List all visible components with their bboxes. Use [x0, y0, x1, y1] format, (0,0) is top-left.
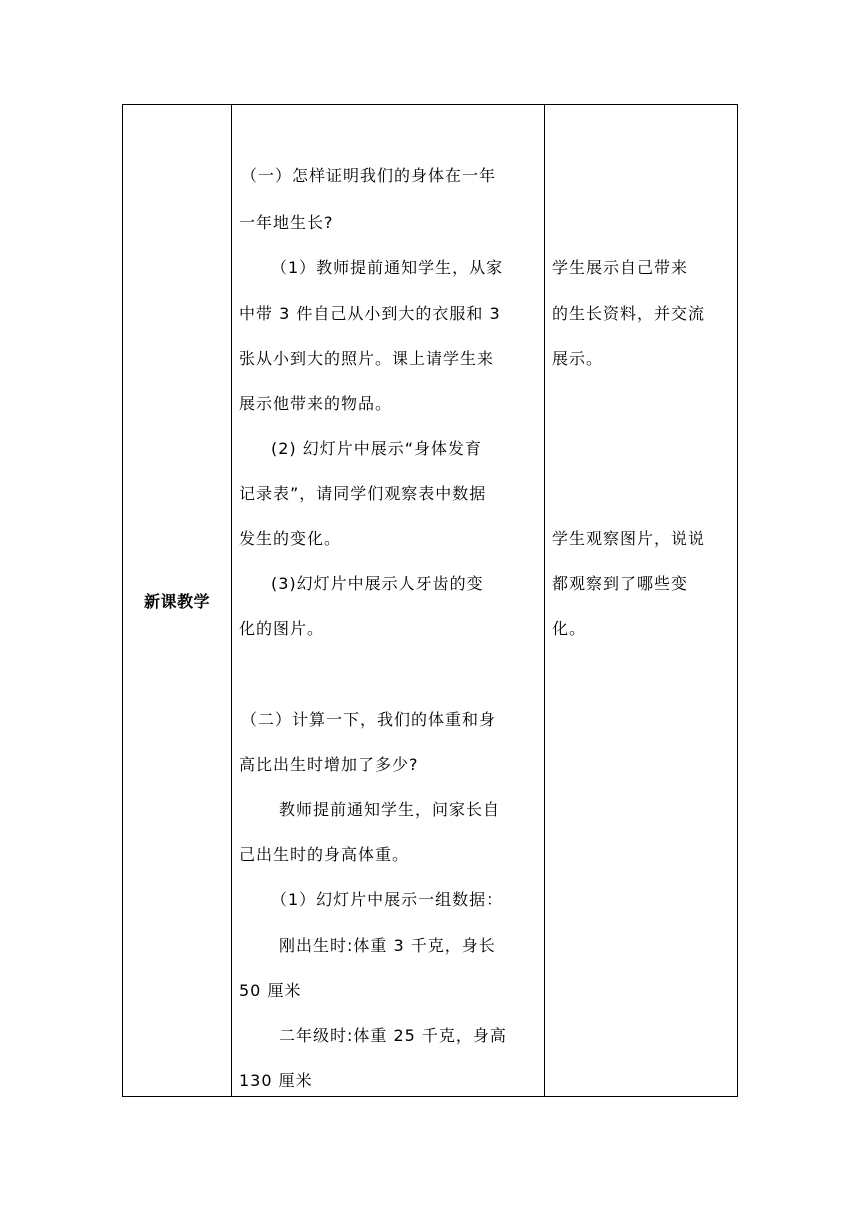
teacher-line: 教师提前通知学生，问家长自: [279, 800, 501, 819]
student-line: 学生观察图片，说说: [552, 529, 706, 548]
student-activity-cell: [544, 105, 739, 1096]
teacher-line: 高比出生时增加了多少?: [239, 755, 419, 774]
student-line: 都观察到了哪些变: [552, 574, 689, 593]
teacher-line: 己出生时的身高体重。: [239, 845, 410, 864]
student-line: 学生展示自己带来: [552, 258, 689, 277]
teacher-line: 张从小到大的照片。课上请学生来: [239, 349, 495, 368]
teacher-line: （1）幻灯片中展示一组数据：: [271, 890, 504, 909]
teacher-line: (2) 幻灯片中展示“身体发育: [271, 439, 483, 458]
teacher-line: 发生的变化。: [239, 529, 342, 548]
teacher-activity-cell: [231, 105, 544, 1096]
section-label-cell: [123, 105, 231, 1096]
student-line: 的生长资料，并交流: [552, 304, 706, 323]
teacher-line: 二年级时:体重 25 千克，身高: [279, 1026, 507, 1045]
teacher-line: 50 厘米: [239, 981, 302, 1000]
teacher-line: (3)幻灯片中展示人牙齿的变: [271, 574, 484, 593]
teacher-line: 一年地生长?: [239, 213, 334, 232]
teacher-line: （一）怎样证明我们的身体在一年: [241, 166, 497, 185]
teacher-line: （二）计算一下，我们的体重和身: [241, 710, 497, 729]
teacher-line: （1）教师提前通知学生，从家: [271, 258, 504, 277]
teacher-line: 化的图片。: [239, 619, 325, 638]
student-line: 化。: [552, 619, 587, 638]
teacher-line: 刚出生时:体重 3 千克，身长: [279, 936, 496, 955]
teacher-line: 中带 3 件自己从小到大的衣服和 3: [239, 304, 501, 323]
teacher-line: 记录表”，请同学们观察表中数据: [239, 484, 487, 503]
lesson-table: [122, 104, 738, 1097]
teacher-line: 130 厘米: [239, 1071, 313, 1090]
student-line: 展示。: [552, 349, 604, 368]
section-label: 新课教学: [143, 592, 210, 611]
teacher-line: 展示他带来的物品。: [239, 394, 393, 413]
